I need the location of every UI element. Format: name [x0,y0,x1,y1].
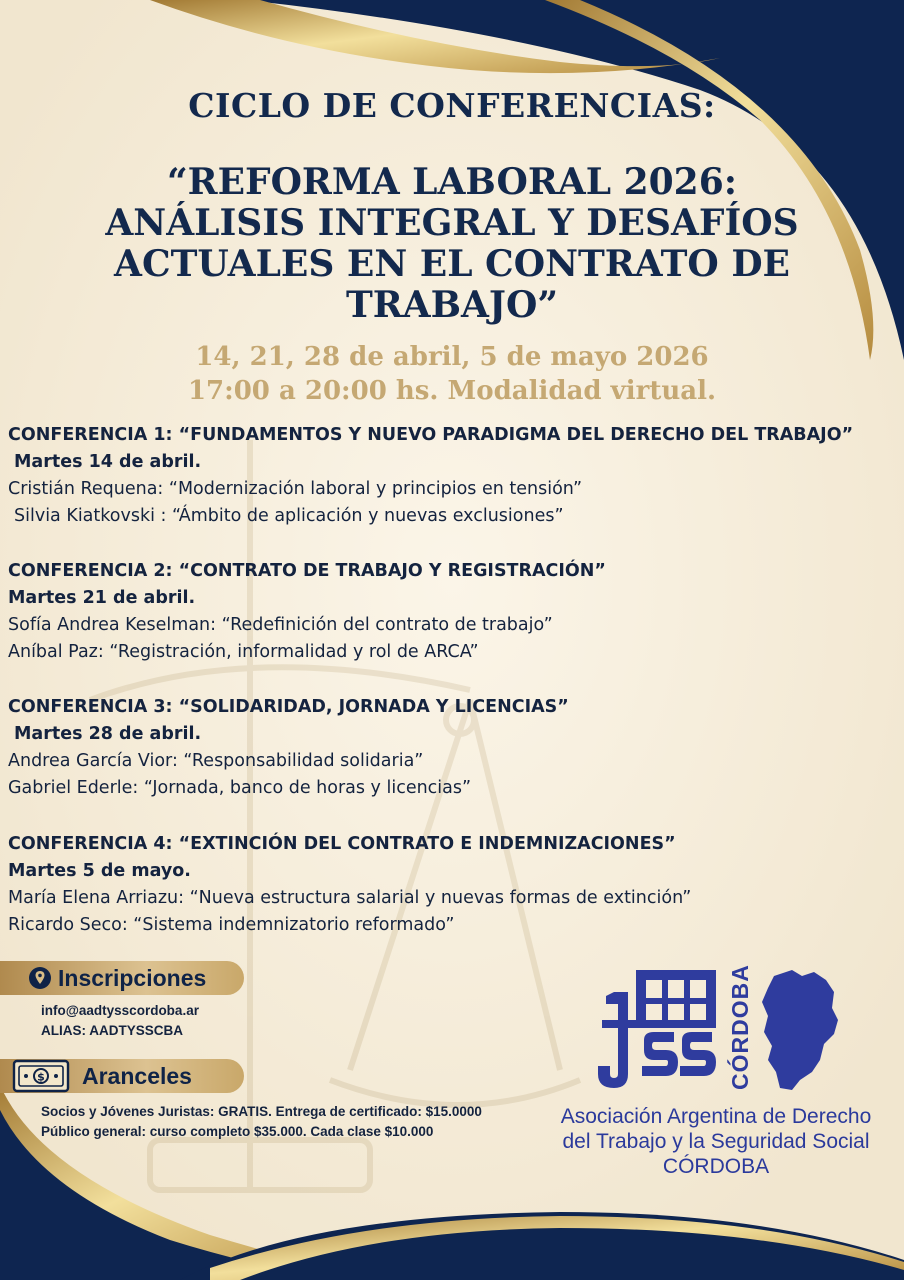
conference-date: Martes 5 de mayo. [8,861,191,881]
location-pin-icon [28,966,52,990]
conference-talk: Cristián Requena: “Modernización laboral y principios en tensión” [8,479,583,499]
main-title-line: “REFORMA LABORAL 2026: [166,161,738,203]
fees-public-line: Público general: curso completo $35.000. Cada clase $10.000 [41,1124,434,1139]
main-title-line: TRABAJO” [345,284,559,326]
conference-title: CONFERENCIA 3: “SOLIDARIDAD, JORNADA Y LICENCIAS” [8,697,569,717]
main-title-line: ACTUALES EN EL CONTRATO DE [114,243,790,285]
conference-title: CONFERENCIA 2: “CONTRATO DE TRABAJO Y REGISTRACIÓN” [8,561,606,581]
registration-label: Inscripciones [58,965,207,991]
main-title-line: ANÁLISIS INTEGRAL Y DESAFÍOS [105,202,799,244]
conference-talk: María Elena Arriazu: “Nueva estructura salarial y nuevas formas de extinción” [8,888,692,908]
association-logo [588,962,888,1098]
conference-4 [8,831,898,939]
conference-date: Martes 28 de abril. [14,724,202,744]
conference-3 [8,694,898,802]
conference-title: CONFERENCIA 1: “FUNDAMENTOS Y NUEVO PARADIGMA DEL DERECHO DEL TRABAJO” [8,425,854,445]
time-line: 17:00 a 20:00 hs. Modalidad virtual. [187,376,717,406]
conference-talk: Gabriel Ederle: “Jornada, banco de horas y licencias” [8,778,472,798]
conference-talk: Aníbal Paz: “Registración, informalidad y rol de ARCA” [8,642,479,662]
dates-line: 14, 21, 28 de abril, 5 de mayo 2026 [195,342,709,372]
registration-alias: ALIAS: AADTYSSCBA [41,1023,184,1038]
logo-vertical-text: CÓRDOBA [727,964,753,1090]
conference-date: Martes 14 de abril. [14,452,202,472]
association-name [548,1104,884,1179]
conference-talk: Andrea García Vior: “Responsabilidad solidaria” [8,751,424,771]
schedule-info [0,340,904,408]
conference-title: CONFERENCIA 4: “EXTINCIÓN DEL CONTRATO E INDEMNIZACIONES” [8,834,676,854]
conference-talk: Sofía Andrea Keselman: “Redefinición del contrato de trabajo” [8,615,553,635]
main-title [60,162,844,326]
fees-members-line: Socios y Jóvenes Juristas: GRATIS. Entrega de certificado: $15.0000 [41,1104,482,1119]
fees-label: Aranceles [82,1063,192,1089]
cordoba-map-icon [762,970,838,1090]
registration-email[interactable]: info@aadtysscordoba.ar [41,1003,199,1018]
banknote-icon [12,1059,70,1093]
svg-text:$: $ [37,1070,45,1084]
association-name-line: del Trabajo y la Seguridad Social [562,1130,870,1153]
cycle-title: CICLO DE CONFERENCIAS: [188,86,716,125]
conference-talk: Ricardo Seco: “Sistema indemnizatorio reformado” [8,915,455,935]
conference-date: Martes 21 de abril. [8,588,196,608]
association-name-line: Asociación Argentina de Derecho [560,1105,872,1128]
conference-talk: Silvia Kiatkovski : “Ámbito de aplicación y nuevas exclusiones” [14,506,564,526]
conference-1 [8,422,898,530]
conference-2 [8,558,898,666]
registration-banner [0,961,244,995]
association-name-line: CÓRDOBA [662,1155,770,1178]
